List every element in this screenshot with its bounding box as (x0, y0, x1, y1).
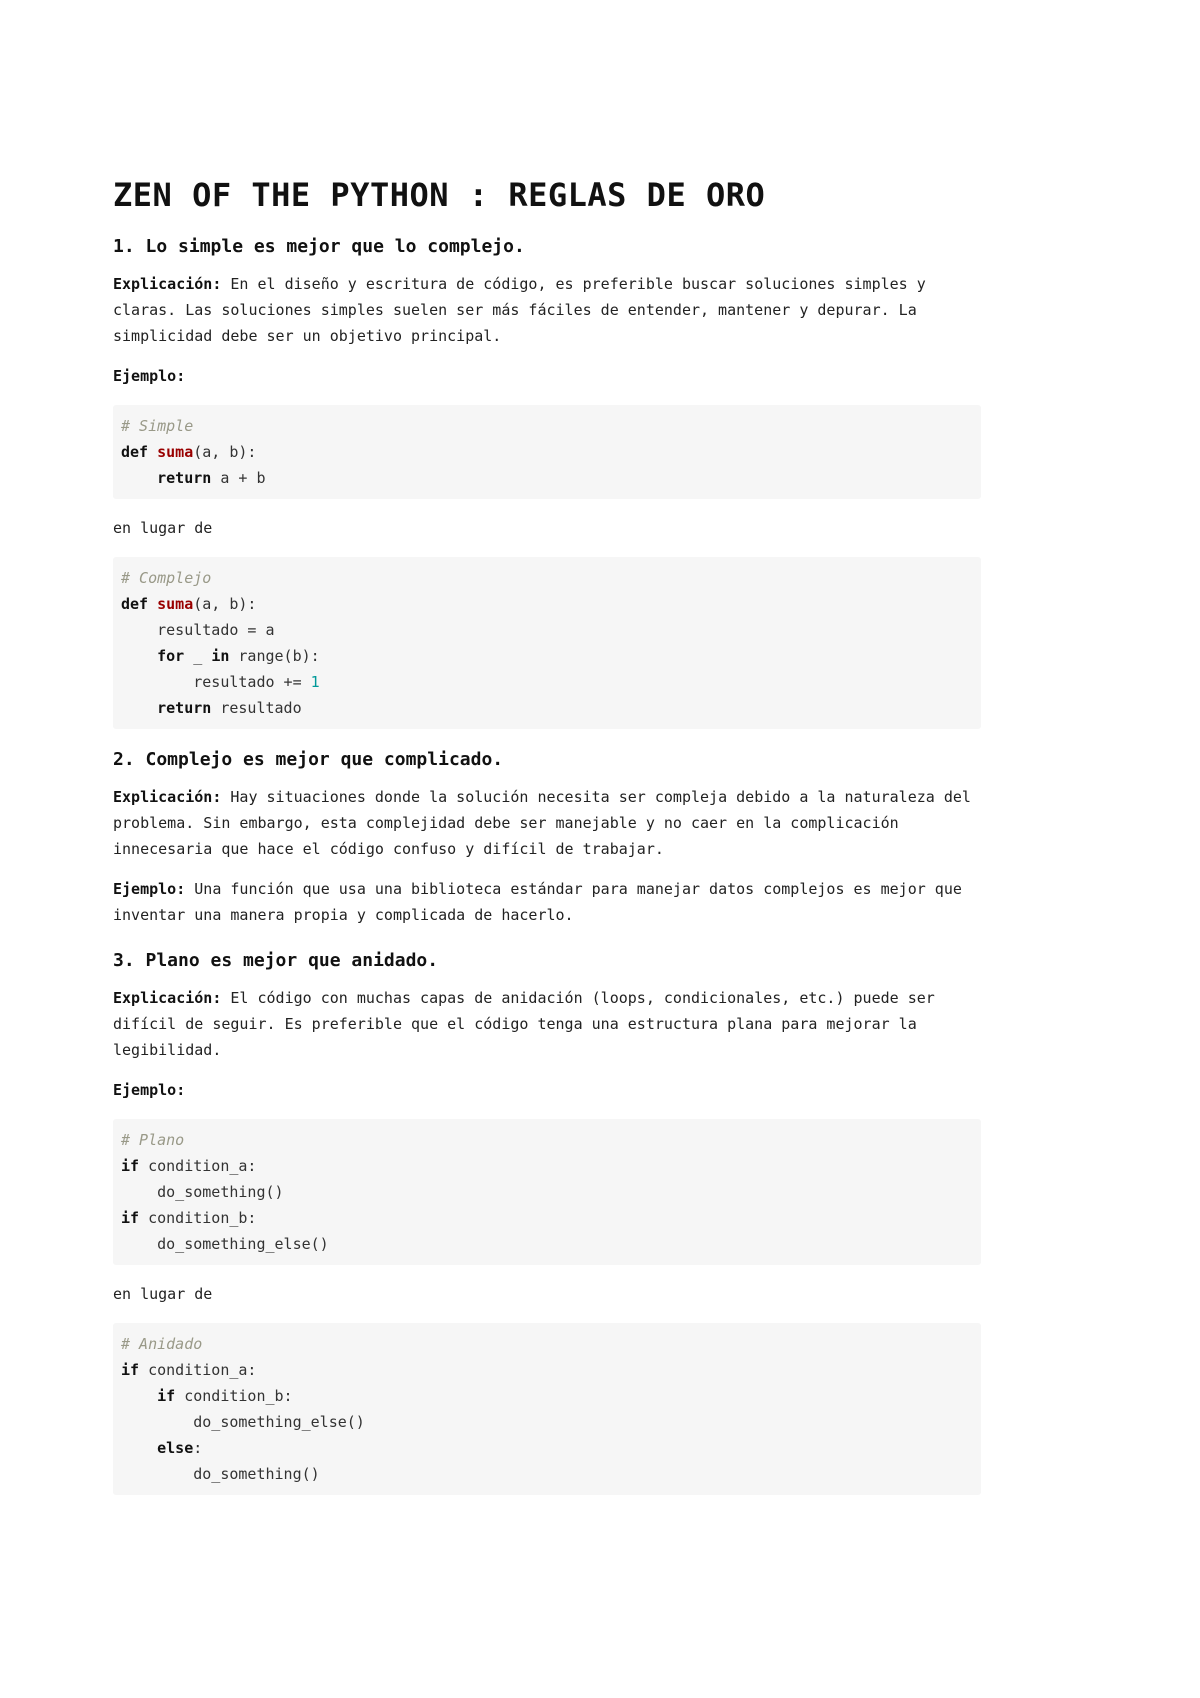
explanation-label: Explicación: (113, 275, 222, 293)
code-line (121, 1331, 974, 1357)
explanation-label: Explicación: (113, 788, 222, 806)
example-label: Ejemplo: (113, 367, 186, 385)
code-line (121, 1153, 974, 1179)
connector-text: en lugar de (113, 1285, 213, 1303)
explanation-label: Explicación: (113, 989, 222, 1007)
code-indent (121, 1387, 157, 1405)
explanation-paragraph (113, 784, 981, 862)
code-line (121, 1383, 974, 1409)
explanation-text: Hay situaciones donde la solución necesita ser compleja debido a la naturaleza del problema. Sin embargo, esta complejidad debe ser manejable y no caer en la complicación innecesaria que hace el código confuso y difícil de trabajar. (113, 788, 971, 858)
code-text: range(b): (229, 647, 320, 665)
example-label: Ejemplo: (113, 1081, 186, 1099)
code-line: resultado = a (121, 621, 275, 639)
code-text: (a, b): (193, 595, 257, 613)
document-page (113, 176, 981, 1511)
page-title: ZEN OF THE PYTHON : REGLAS DE ORO (113, 176, 766, 214)
example-paragraph (113, 876, 981, 928)
code-block-nested (113, 1323, 981, 1495)
code-keyword: def (121, 595, 149, 613)
code-block-flat (113, 1119, 981, 1265)
code-line: do_something_else() (121, 1235, 329, 1253)
code-comment: # Anidado (121, 1335, 203, 1353)
code-line (121, 1127, 974, 1153)
code-line (121, 1205, 974, 1231)
code-indent (121, 647, 157, 665)
connector-text: en lugar de (113, 519, 213, 537)
code-line (121, 565, 974, 591)
code-text: (a, b): (193, 443, 257, 461)
code-keyword: if (157, 1387, 176, 1405)
code-line: do_something() (121, 1465, 320, 1483)
example-paragraph (113, 363, 981, 389)
code-line (121, 695, 974, 721)
code-keyword: if (121, 1209, 140, 1227)
code-text: condition_a: (139, 1361, 257, 1379)
code-keyword: def (121, 443, 149, 461)
example-label: Ejemplo: (113, 880, 186, 898)
code-comment: # Simple (121, 417, 194, 435)
section-2 (113, 749, 981, 928)
explanation-paragraph (113, 271, 981, 349)
code-text: condition_a: (139, 1157, 257, 1175)
explanation-text: En el diseño y escritura de código, es preferible buscar soluciones simples y claras. Las soluciones simples suelen ser más fáciles de entender, mantener y depurar. La simplicidad debe ser un objetivo principal. (113, 275, 926, 345)
code-line (121, 439, 974, 465)
code-function-name: suma (157, 595, 194, 613)
code-comment: # Complejo (121, 569, 212, 587)
code-indent (121, 699, 157, 717)
code-function-name: suma (157, 443, 194, 461)
section-1 (113, 236, 981, 729)
code-keyword: if (121, 1157, 140, 1175)
code-keyword: if (121, 1361, 140, 1379)
example-text: Una función que usa una biblioteca estándar para manejar datos complejos es mejor que inventar una manera propia y complicada de hacerlo. (113, 880, 962, 924)
code-text: resultado += (121, 673, 311, 691)
code-line (121, 669, 974, 695)
code-line: do_something_else() (121, 1413, 365, 1431)
explanation-paragraph (113, 985, 981, 1063)
code-line (121, 1435, 974, 1461)
code-line (121, 1357, 974, 1383)
code-text: _ (184, 647, 212, 665)
section-heading: 3. Plano es mejor que anidado. (113, 950, 439, 971)
code-block-simple (113, 405, 981, 499)
example-paragraph (113, 1077, 981, 1103)
code-keyword: for (157, 647, 185, 665)
code-line (121, 643, 974, 669)
code-keyword: return (157, 699, 212, 717)
code-line: do_something() (121, 1183, 284, 1201)
code-keyword: return (157, 469, 212, 487)
section-heading: 2. Complejo es mejor que complicado. (113, 749, 504, 770)
code-line (121, 465, 974, 491)
code-text: resultado (211, 699, 302, 717)
code-line (121, 591, 974, 617)
code-number: 1 (310, 673, 320, 691)
code-keyword: in (211, 647, 230, 665)
code-indent (121, 469, 157, 487)
code-text: : (193, 1439, 203, 1457)
section-heading: 1. Lo simple es mejor que lo complejo. (113, 236, 525, 257)
code-comment: # Plano (121, 1131, 185, 1149)
code-keyword: else (157, 1439, 194, 1457)
code-text: a + b (211, 469, 266, 487)
section-3 (113, 950, 981, 1495)
code-line (121, 413, 974, 439)
code-indent (121, 1439, 157, 1457)
code-block-complex (113, 557, 981, 729)
explanation-text: El código con muchas capas de anidación (loops, condicionales, etc.) puede ser difícil de seguir. Es preferible que el código tenga una estructura plana para mejorar la legibilidad. (113, 989, 935, 1059)
code-text: condition_b: (139, 1209, 257, 1227)
code-text: condition_b: (175, 1387, 293, 1405)
